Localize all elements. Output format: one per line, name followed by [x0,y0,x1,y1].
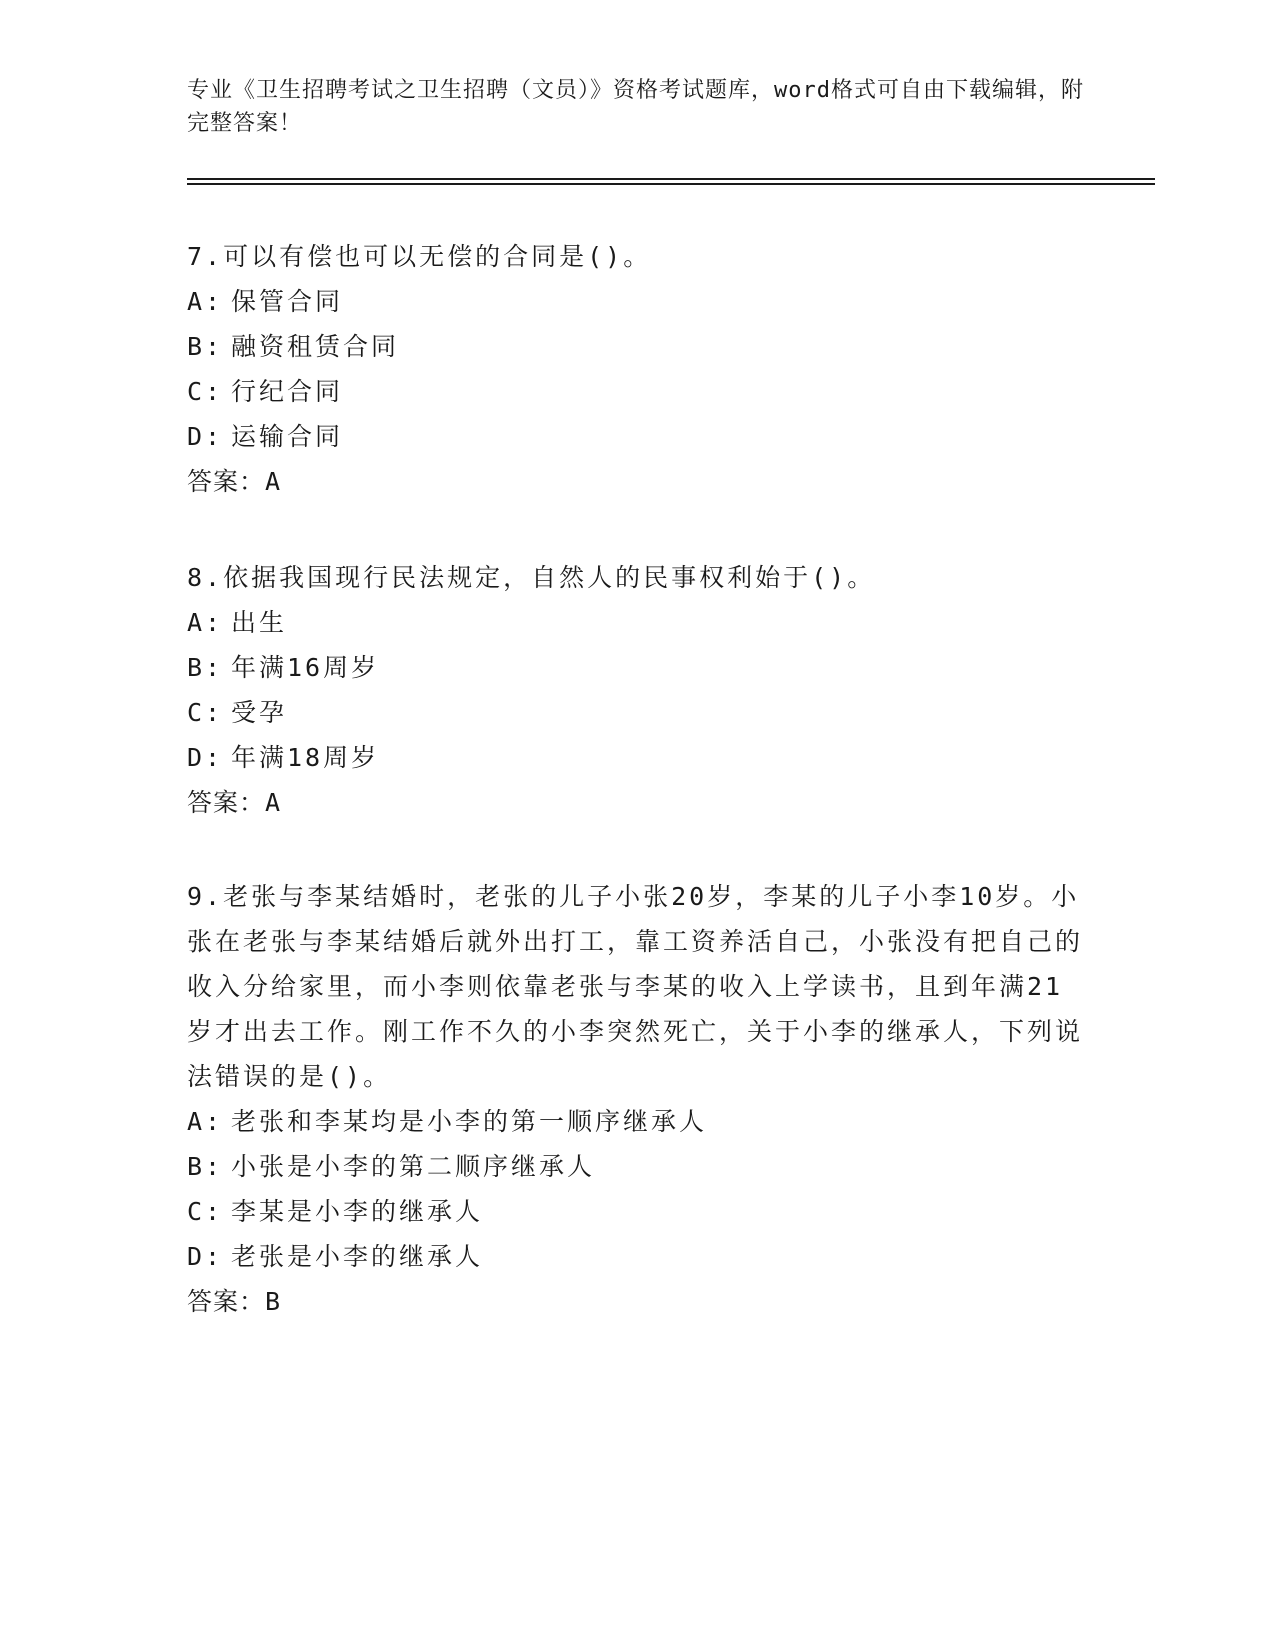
option-c [187,1189,1087,1234]
option-b [187,645,1087,690]
option-text: 年满16周岁 [231,653,380,682]
option-d [187,1234,1087,1279]
option-letter: D: [187,422,224,451]
answer: 答案：B [187,1287,282,1316]
document-header: 专业《卫生招聘考试之卫生招聘（文员）》资格考试题库，word格式可自由下载编辑，附完整答案！ [187,78,1084,136]
option-text: 融资租赁合同 [231,332,400,361]
option-letter: D: [187,743,224,772]
option-text: 行纪合同 [231,377,344,406]
option-letter: B: [187,332,224,361]
option-d [187,414,1087,459]
question-stem: 9.老张与李某结婚时，老张的儿子小张20岁，李某的儿子小李10岁。小张在老张与李某结婚后就外出打工，靠工资养活自己，小张没有把自己的收入分给家里，而小李则依靠老张与李某的收入上学读书，且到年满21岁才出去工作。刚工作不久的小李突然死亡，关于小李的继承人，下列说法错误的是()。 [187,882,1084,1091]
option-a [187,600,1087,645]
option-letter: B: [187,1152,224,1181]
option-text: 出生 [231,608,288,637]
option-a [187,1099,1087,1144]
option-text: 老张和李某均是小李的第一顺序继承人 [231,1107,708,1136]
option-text: 李某是小李的继承人 [231,1197,484,1226]
option-letter: A: [187,1107,224,1136]
answer: 答案：A [187,467,282,496]
option-c [187,369,1087,414]
option-b [187,1144,1087,1189]
header-divider-top [187,178,1155,180]
option-b [187,324,1087,369]
question-9 [187,874,1087,1324]
option-d [187,735,1087,780]
option-letter: A: [187,287,224,316]
header-divider-bottom [187,183,1155,185]
option-text: 运输合同 [231,422,344,451]
option-text: 老张是小李的继承人 [231,1242,484,1271]
option-text: 保管合同 [231,287,344,316]
question-7 [187,234,1087,504]
option-a [187,279,1087,324]
answer: 答案：A [187,788,282,817]
question-8 [187,555,1087,825]
option-letter: C: [187,1197,224,1226]
option-letter: C: [187,698,224,727]
option-letter: C: [187,377,224,406]
option-text: 年满18周岁 [231,743,380,772]
option-text: 受孕 [231,698,288,727]
question-stem: 7.可以有偿也可以无偿的合同是()。 [187,242,652,271]
option-letter: B: [187,653,224,682]
option-letter: A: [187,608,224,637]
option-text: 小张是小李的第二顺序继承人 [231,1152,596,1181]
option-letter: D: [187,1242,224,1271]
option-c [187,690,1087,735]
question-stem: 8.依据我国现行民法规定，自然人的民事权利始于()。 [187,563,876,592]
